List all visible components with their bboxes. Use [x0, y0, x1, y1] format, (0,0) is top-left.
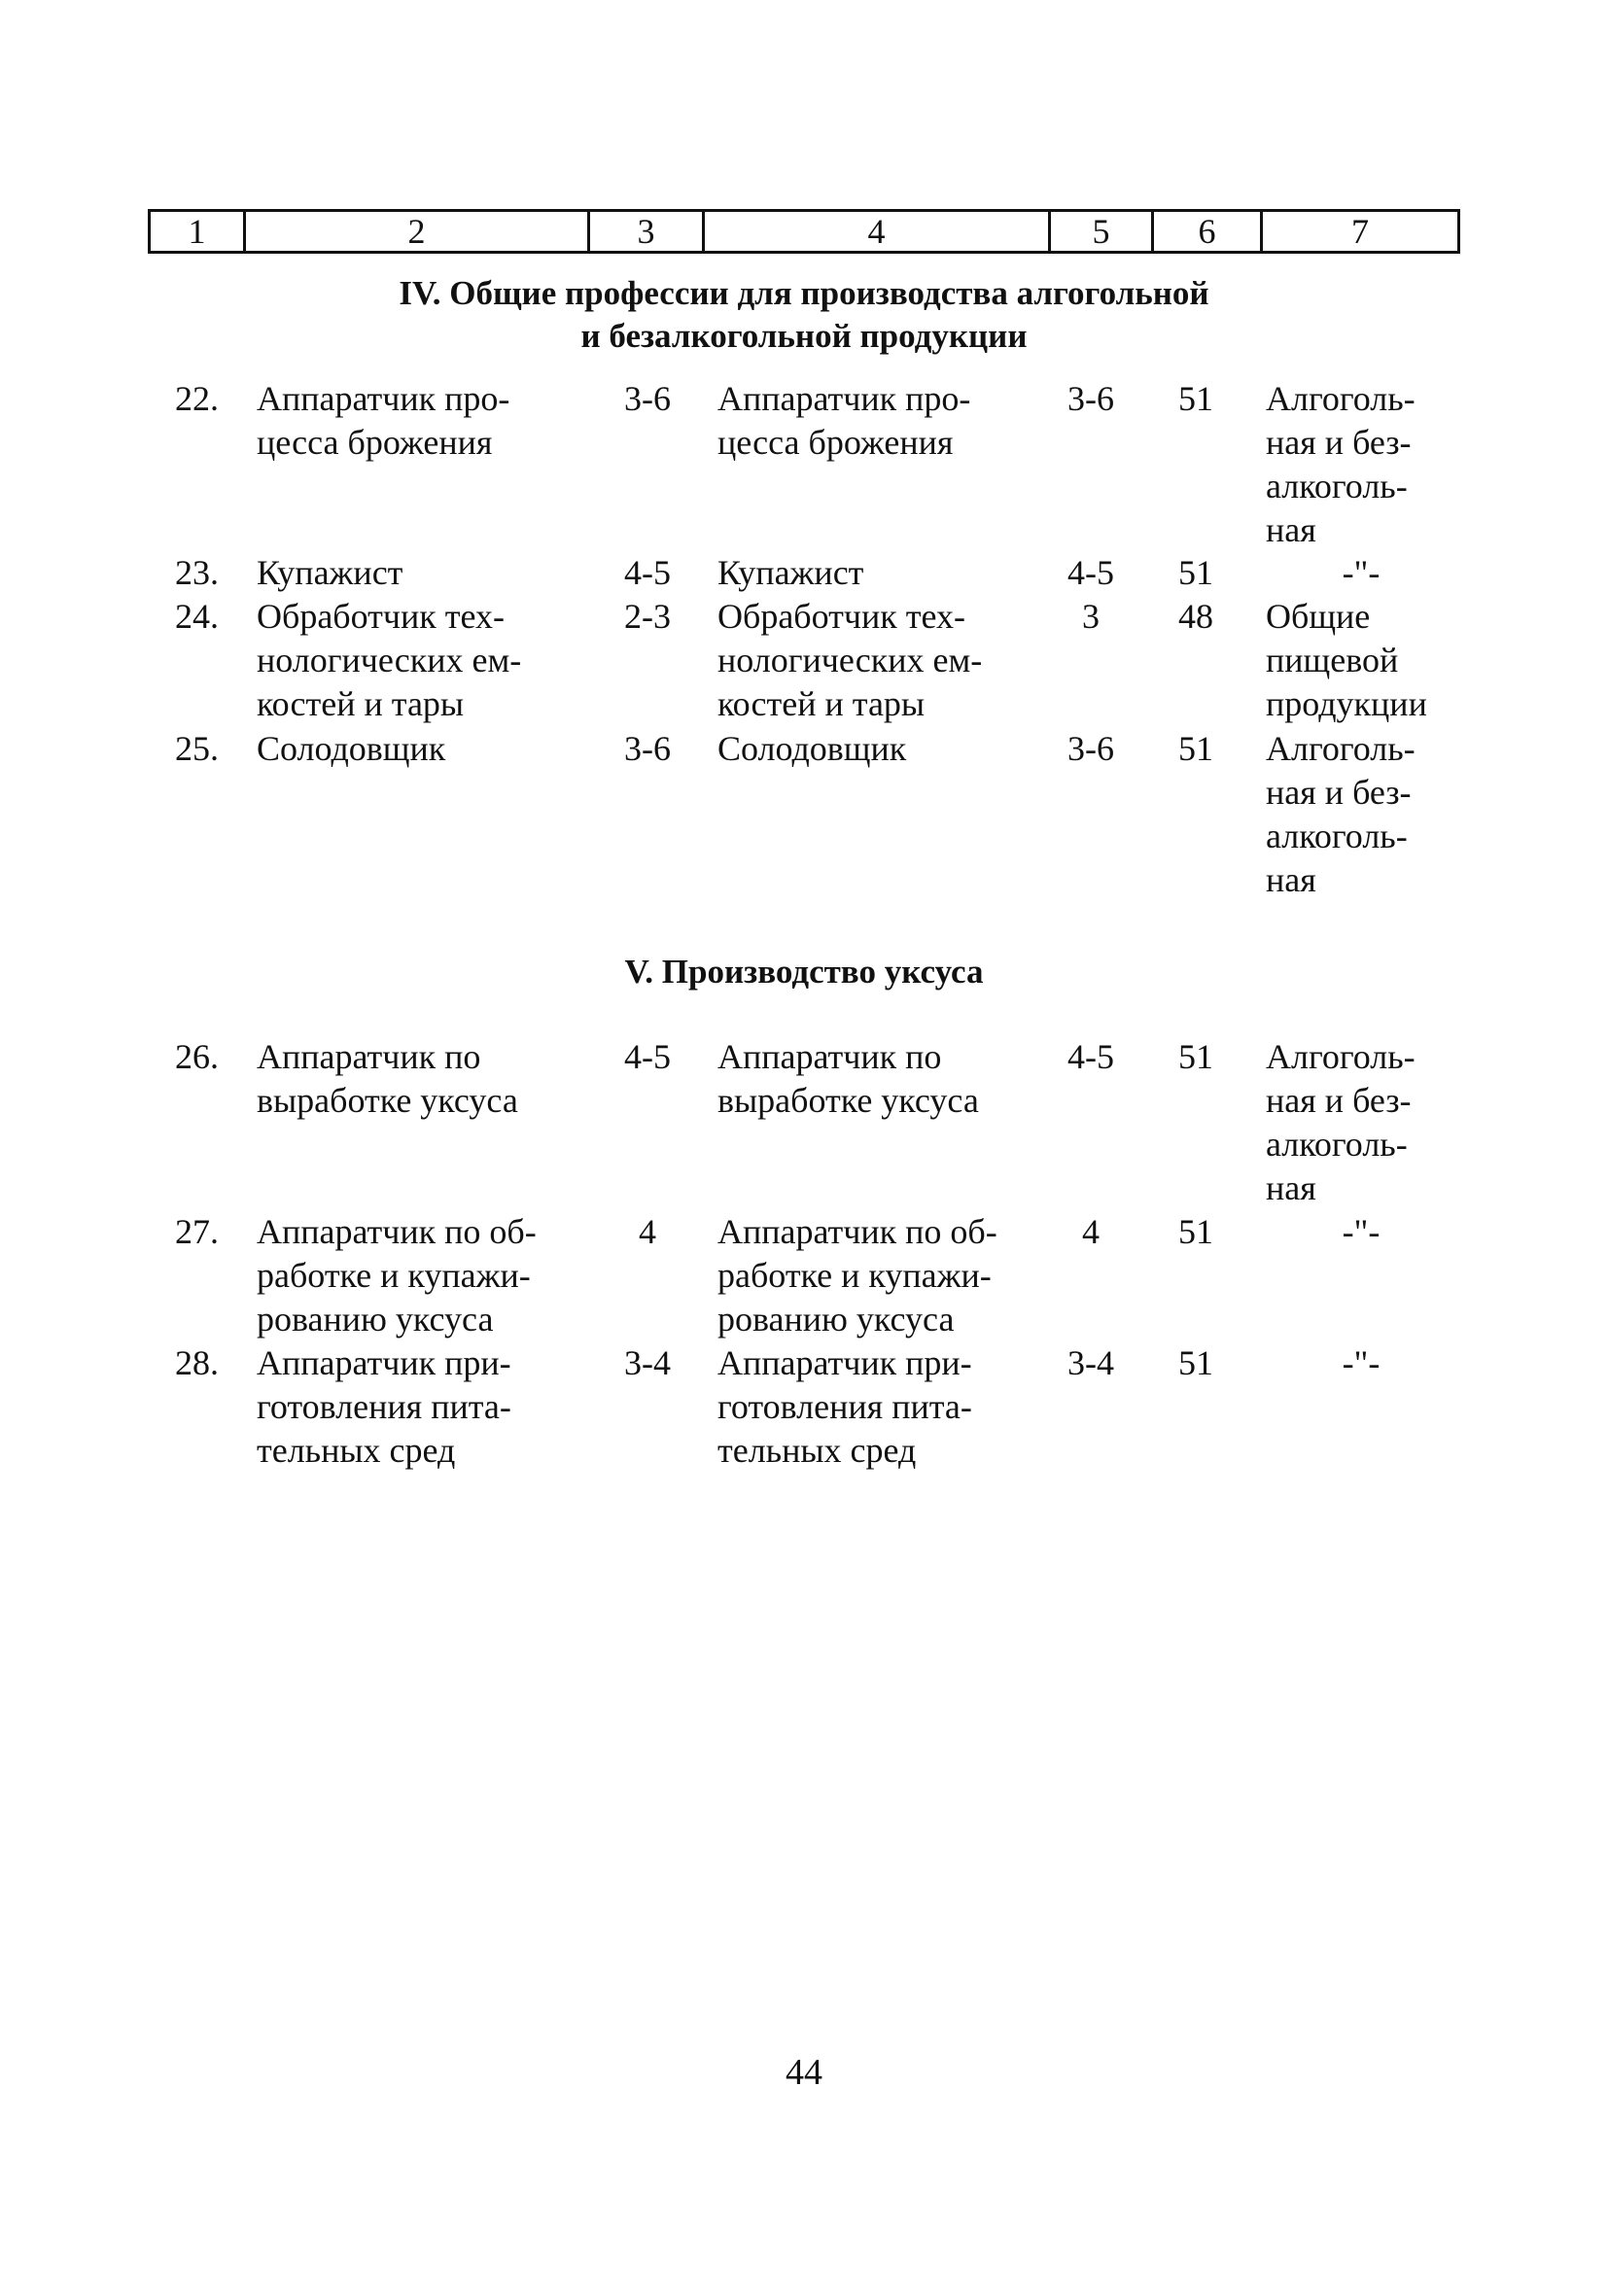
production-section	[1293, 551, 1429, 595]
etks-grade-range: 4-5	[1067, 553, 1114, 592]
profession-name	[257, 1210, 537, 1341]
row-number: 24.	[175, 597, 219, 636]
production-line: ная	[1266, 510, 1316, 549]
profession-name-line: Обработчик тех-	[257, 597, 505, 636]
etks-name-line: цесса брожения	[717, 423, 954, 462]
production-line: продукции	[1266, 684, 1427, 723]
section-4-title-line-1: IV. Общие профессии для производства алгогольной	[399, 274, 1209, 312]
etks-grade-range: 3-6	[1067, 729, 1114, 768]
grade-range: 3-6	[624, 379, 671, 418]
production-section	[1266, 1035, 1416, 1210]
ditto-mark: -"-	[1342, 1212, 1381, 1251]
profession-name-line: рованию уксуса	[257, 1300, 494, 1339]
etks-profession-name	[717, 551, 863, 595]
etks-name-line: Аппаратчик по	[717, 1037, 942, 1076]
etks-name-line: Аппаратчик про-	[717, 379, 971, 418]
etks-name-line: Солодовщик	[717, 729, 907, 768]
etks-grade-range: 3	[1082, 597, 1100, 636]
header-cell-6: 6	[1154, 212, 1263, 251]
production-line: Алгоголь-	[1266, 1037, 1416, 1076]
section-5-heading	[148, 951, 1460, 993]
profession-name-line: тельных сред	[257, 1431, 456, 1470]
header-cell-4: 4	[705, 212, 1051, 251]
etks-profession-name	[717, 1341, 972, 1473]
profession-name-line: цесса брожения	[257, 423, 493, 462]
etks-profession-name	[717, 595, 982, 726]
row-number: 23.	[175, 553, 219, 592]
profession-name-line: костей и тары	[257, 684, 465, 723]
grade-range: 2-3	[624, 597, 671, 636]
production-section	[1266, 595, 1427, 726]
production-section	[1293, 1210, 1429, 1254]
etks-grade-range: 3-4	[1067, 1343, 1114, 1382]
header-cell-2: 2	[246, 212, 590, 251]
etks-name-line: нологических ем-	[717, 641, 983, 679]
issue-code: 51	[1178, 553, 1213, 592]
profession-name-line: Солодовщик	[257, 729, 446, 768]
grade-range: 4	[639, 1212, 656, 1251]
profession-name-line: выработке уксуса	[257, 1081, 518, 1120]
issue-code: 51	[1178, 1212, 1213, 1251]
profession-name-line: Аппаратчик по об-	[257, 1212, 537, 1251]
row-number: 27.	[175, 1212, 219, 1251]
etks-grade-range: 3-6	[1067, 379, 1114, 418]
grade-range: 4-5	[624, 1037, 671, 1076]
production-line: ная и без-	[1266, 1081, 1412, 1120]
production-line: Алгоголь-	[1266, 729, 1416, 768]
profession-name-line: Аппаратчик по	[257, 1037, 481, 1076]
page-number: 44	[786, 2052, 822, 2093]
issue-code: 51	[1178, 379, 1213, 418]
profession-name	[257, 377, 509, 465]
etks-name-line: рованию уксуса	[717, 1300, 955, 1339]
ditto-mark: -"-	[1342, 553, 1381, 592]
etks-grade-range: 4-5	[1067, 1037, 1114, 1076]
section-4-heading	[148, 272, 1460, 358]
production-section	[1266, 377, 1416, 552]
ditto-mark: -"-	[1342, 1343, 1381, 1382]
header-cell-7: 7	[1351, 212, 1369, 251]
profession-name	[257, 595, 521, 726]
production-line: алкоголь-	[1266, 467, 1408, 505]
etks-profession-name	[717, 727, 906, 771]
etks-name-line: Аппаратчик при-	[717, 1343, 972, 1382]
production-line: алкоголь-	[1266, 1125, 1408, 1164]
etks-name-line: Аппаратчик по об-	[717, 1212, 997, 1251]
grade-range: 3-6	[624, 729, 671, 768]
etks-name-line: выработке уксуса	[717, 1081, 979, 1120]
row-number: 22.	[175, 379, 219, 418]
issue-code: 51	[1178, 1037, 1213, 1076]
production-line: Алгоголь-	[1266, 379, 1416, 418]
profession-name-line: Аппаратчик при-	[257, 1343, 511, 1382]
production-line: пищевой	[1266, 641, 1399, 679]
profession-name	[257, 1341, 511, 1473]
header-cell-1: 1	[151, 212, 246, 251]
production-section	[1293, 1341, 1429, 1385]
profession-name-line: готовления пита-	[257, 1387, 511, 1426]
profession-name	[257, 727, 445, 771]
etks-name-line: работке и купажи-	[717, 1256, 992, 1295]
issue-code: 48	[1178, 597, 1213, 636]
production-line: ная и без-	[1266, 773, 1412, 812]
profession-name-line: работке и купажи-	[257, 1256, 531, 1295]
etks-grade-range: 4	[1082, 1212, 1100, 1251]
profession-name-line: Аппаратчик про-	[257, 379, 510, 418]
profession-name-line: Купажист	[257, 553, 403, 592]
section-5-title: V. Производство уксуса	[624, 953, 984, 991]
production-line: ная	[1266, 860, 1316, 899]
etks-name-line: костей и тары	[717, 684, 926, 723]
profession-name	[257, 551, 402, 595]
etks-profession-name	[717, 1210, 997, 1341]
etks-profession-name	[717, 1035, 979, 1123]
production-line: Общие	[1266, 597, 1371, 636]
row-number: 25.	[175, 729, 219, 768]
etks-name-line: тельных сред	[717, 1431, 917, 1470]
section-4-title-line-2: и безалкогольной продукции	[580, 317, 1028, 355]
production-line: ная	[1266, 1168, 1316, 1207]
grade-range: 4-5	[624, 553, 671, 592]
etks-name-line: готовления пита-	[717, 1387, 972, 1426]
profession-name-line: нологических ем-	[257, 641, 522, 679]
grade-range: 3-4	[624, 1343, 671, 1382]
issue-code: 51	[1178, 1343, 1213, 1382]
row-number: 28.	[175, 1343, 219, 1382]
etks-name-line: Обработчик тех-	[717, 597, 965, 636]
profession-name	[257, 1035, 518, 1123]
production-line: ная и без-	[1266, 423, 1412, 462]
issue-code: 51	[1178, 729, 1213, 768]
production-line: алкоголь-	[1266, 817, 1408, 855]
column-number-header	[148, 209, 1460, 254]
header-cell-3: 3	[590, 212, 705, 251]
etks-profession-name	[717, 377, 970, 465]
production-section	[1266, 727, 1416, 902]
header-cell-5: 5	[1051, 212, 1154, 251]
etks-name-line: Купажист	[717, 553, 864, 592]
row-number: 26.	[175, 1037, 219, 1076]
